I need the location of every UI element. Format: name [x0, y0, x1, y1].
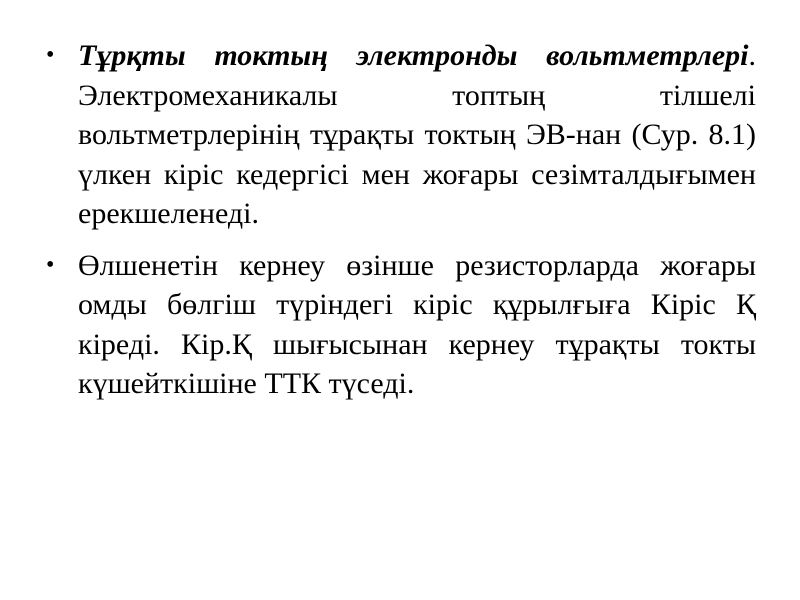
bullet-marker: • — [46, 42, 55, 68]
bullet-item-electronic-voltmeters — [44, 36, 756, 234]
bullet-body-text: Электромеханикалы топтың тілшелі вольтметрлерінің тұрақты токтың ЭВ-нан (Сур. 8.1) үлкен кіріс кедергісі мен жоғары сезімталдығымен ерекшеленеді. — [78, 78, 756, 230]
bullet-list — [44, 36, 756, 416]
bullet-heading-punct: . — [748, 39, 756, 72]
bullet-heading: Тұрқты токтың электронды вольтметрлері — [78, 39, 749, 72]
bullet-body-text: Өлшенетін кернеу өзінше резисторларда жоғары омды бөлгіш түріндегі кіріс құрылғыға Кіріс Қ кіреді. Кір.Қ шығысынан кернеу тұрақты токты күшейткішіне ТТК түседі. — [78, 248, 756, 400]
bullet-marker: • — [46, 251, 55, 278]
bullet-item-measured-voltage — [44, 246, 756, 404]
